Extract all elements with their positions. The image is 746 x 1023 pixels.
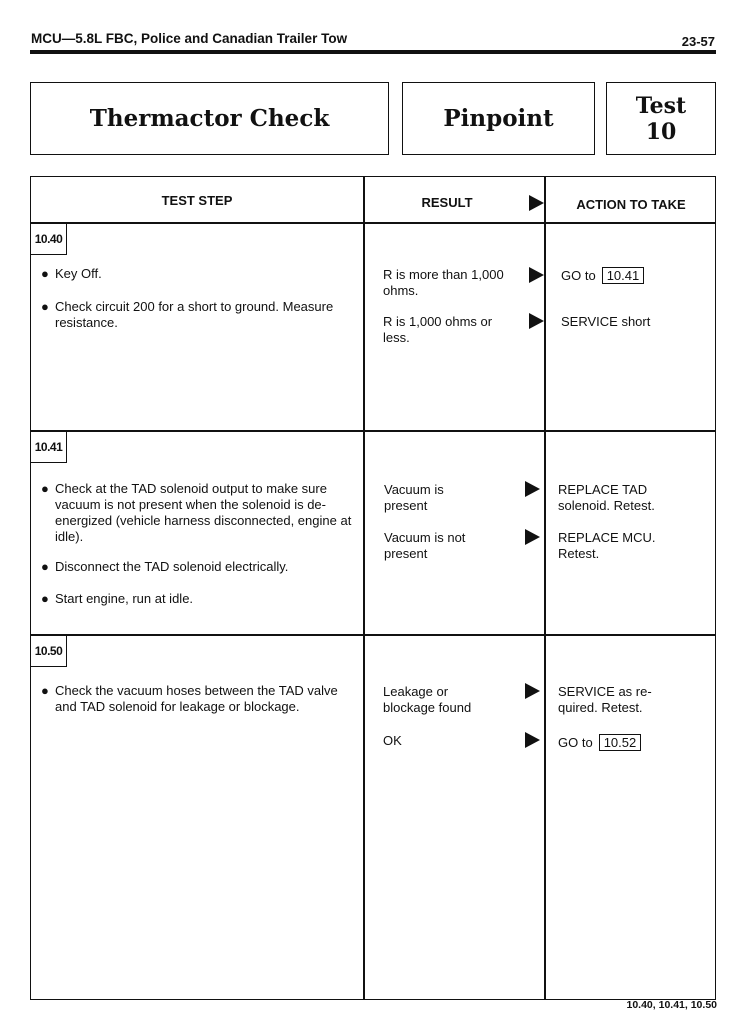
result-arrow-icon <box>525 683 540 699</box>
step-bullet: ● Check the vacuum hoses between the TAD valve and TAD solenoid for leakage or blockage. <box>41 683 338 714</box>
header-row-divider <box>31 222 715 224</box>
bullet-icon: ● <box>41 481 49 496</box>
result-text: Vacuum is present <box>384 482 444 513</box>
header-arrow-icon <box>529 195 544 211</box>
test-number: 10 <box>645 118 677 145</box>
column-divider-2 <box>544 177 546 999</box>
action-text: SERVICE short <box>561 314 651 329</box>
bullet-icon: ● <box>41 591 49 606</box>
header-rule <box>30 50 716 54</box>
step-number-10-41: 10.41 <box>31 431 67 463</box>
result-text: OK <box>383 733 402 748</box>
step-reference-box: 10.52 <box>599 734 642 751</box>
test-type-box <box>402 82 595 155</box>
step-bullet: ● Start engine, run at idle. <box>41 591 194 606</box>
test-title-box <box>30 82 389 155</box>
result-text: Leakage or blockage found <box>383 684 472 715</box>
action-text: SERVICE as re-quired. Retest. <box>558 684 652 715</box>
page-header-title: MCU—5.8L FBC, Police and Canadian Trailer Tow <box>31 31 348 46</box>
result-arrow-icon <box>529 267 544 283</box>
test-label: Test <box>635 92 687 119</box>
result-arrow-icon <box>525 529 540 545</box>
action-text: GO to 10.41 <box>561 267 711 284</box>
step-reference-box: 10.41 <box>602 267 645 284</box>
bullet-icon: ● <box>41 266 49 281</box>
action-text: REPLACE TAD solenoid. Retest. <box>558 482 655 513</box>
test-title: Thermactor Check <box>89 105 330 132</box>
result-text: R is 1,000 ohms or less. <box>383 314 493 345</box>
pinpoint-test-table <box>30 176 716 1000</box>
col-header-result: RESULT <box>421 195 473 210</box>
col-header-test-step: TEST STEP <box>161 193 233 208</box>
step-bullet: ● Check at the TAD solenoid output to make sure vacuum is not present when the solenoid is de-energized (vehicle harness disconnected, engine at idle). <box>41 481 352 544</box>
result-arrow-icon <box>525 481 540 497</box>
action-text: GO to 10.52 <box>558 734 708 751</box>
column-divider-1 <box>363 177 365 999</box>
bullet-icon: ● <box>41 683 49 698</box>
bullet-icon: ● <box>41 559 49 574</box>
result-text: R is more than 1,000 ohms. <box>383 267 504 298</box>
action-text: REPLACE MCU. Retest. <box>558 530 656 561</box>
col-header-action: ACTION TO TAKE <box>576 197 686 212</box>
result-text: Vacuum is not present <box>384 530 466 561</box>
step-row-divider <box>31 634 715 636</box>
result-arrow-icon <box>529 313 544 329</box>
step-bullet: ● Key Off. <box>41 266 102 281</box>
page-number: 23-57 <box>681 34 715 49</box>
result-arrow-icon <box>525 732 540 748</box>
test-number-box <box>606 82 716 155</box>
step-row-divider <box>31 430 715 432</box>
test-type: Pinpoint <box>443 105 554 132</box>
step-bullet: ● Disconnect the TAD solenoid electrically. <box>41 559 289 574</box>
step-bullet: ● Check circuit 200 for a short to ground. Measure resistance. <box>41 299 334 330</box>
bullet-icon: ● <box>41 299 49 314</box>
footer-step-list: 10.40, 10.41, 10.50 <box>626 999 717 1011</box>
step-number-10-50: 10.50 <box>31 635 67 667</box>
step-number-10-40: 10.40 <box>31 223 67 255</box>
